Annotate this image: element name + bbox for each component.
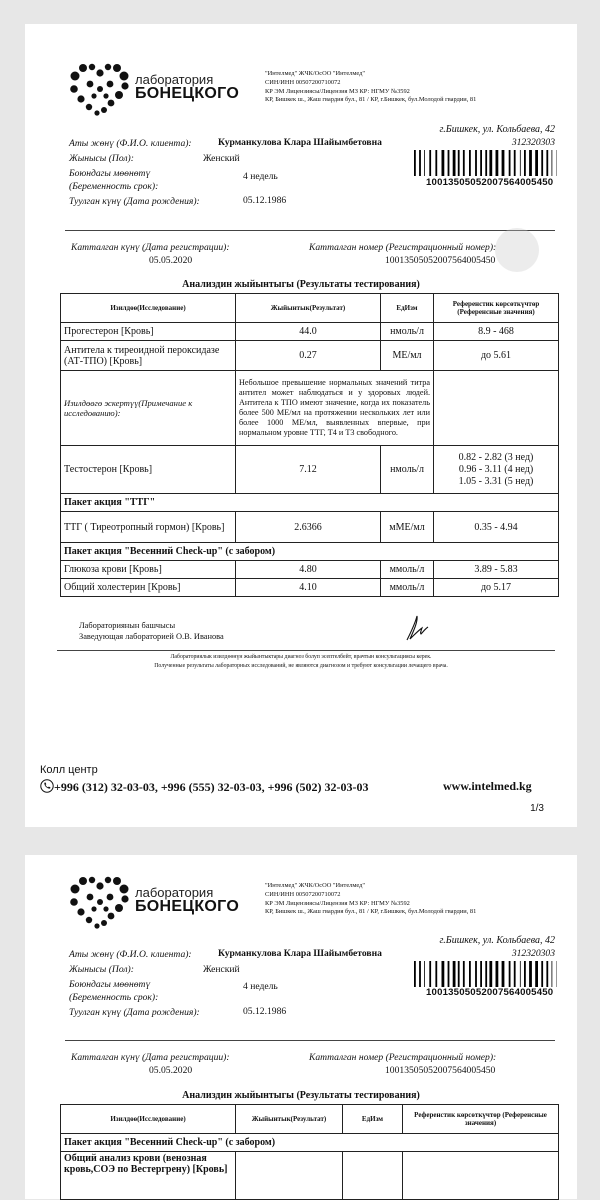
org-line: СИН/ИНН 00507200710072: [265, 79, 476, 88]
barcode-bar: [419, 961, 421, 987]
barcode-bar: [480, 961, 482, 987]
client-id: 312320303: [512, 137, 555, 148]
barcode-bar: [541, 150, 543, 176]
stamp-mark: [495, 228, 539, 272]
barcode-bar: [541, 961, 543, 987]
package-row: [61, 1134, 559, 1152]
test-reference: до 5.61: [434, 341, 559, 371]
test-result: 7.12: [236, 446, 381, 494]
note-empty-cell: [434, 371, 559, 446]
barcode-bar: [435, 961, 437, 987]
barcode-bar: [435, 150, 437, 176]
client-id: 312320303: [512, 948, 555, 959]
table-row: [61, 512, 559, 543]
barcode-bar: [463, 961, 465, 987]
barcode-bar: [535, 961, 538, 987]
reference-line: 0.96 - 3.11 (4 нед): [437, 464, 555, 476]
barcode-bar: [448, 150, 450, 176]
barcode-bar: [429, 150, 431, 176]
sex-label: Жынысы (Пол):: [69, 153, 134, 164]
registration-number-label: Катталган номер (Регистрационный номер):: [309, 242, 496, 253]
org-line: КР, Бишкек ш., Жаш гвардия бул., 81 / КР, г.Бишкек, бул.Молодой гвардии, 81: [265, 96, 476, 105]
pregnancy-label-line1: Боюндагы мөөнөтү: [69, 168, 150, 179]
barcode-bar: [475, 961, 477, 987]
note-text: Небольшое превышение нормальных значений титра антител может наблюдаться и у здоровых людей. Антитела к ТПО имеют значение, когда их показатель более 500 МЕ/мл на протяжении нескольких лет или более 1000 МЕ/мл, выявленных впервые, при нормальном уровне ТТГ, Т4 и Т3 свободного.: [236, 371, 434, 446]
barcode-bar: [502, 961, 505, 987]
package-row: [61, 494, 559, 512]
head-title: Лабораториянын башчысы: [79, 620, 175, 631]
test-result: 4.80: [236, 561, 381, 579]
barcode-bar: [424, 961, 425, 987]
report-page-1: [25, 24, 577, 827]
lab-address: г.Бишкек, ул. Кольбаева, 42: [440, 124, 555, 135]
website-link[interactable]: www.intelmed.kg: [443, 779, 532, 794]
barcode-bar: [509, 961, 511, 987]
barcode-bar: [529, 961, 532, 987]
results-table: [60, 1104, 559, 1200]
table-row: [61, 341, 559, 371]
barcode-bar: [520, 961, 521, 987]
report-page-2: [25, 855, 577, 1199]
barcode-bar: [489, 961, 492, 987]
page-number: 1/3: [530, 803, 544, 814]
registration-number-label: Катталган номер (Регистрационный номер):: [309, 1052, 496, 1063]
barcode-bar: [529, 150, 532, 176]
test-result: 4.10: [236, 579, 381, 597]
org-line: "Интелмед" ЖЧК/ОсОО "Интелмед": [265, 882, 476, 891]
test-unit: мМЕ/мл: [381, 512, 434, 543]
lab-address: г.Бишкек, ул. Кольбаева, 42: [440, 935, 555, 946]
test-name: ТТГ ( Тиреотропный гормон) [Кровь]: [61, 512, 236, 543]
test-result: 0.27: [236, 341, 381, 371]
column-header-test: Изилдөө(Исследование): [61, 1105, 236, 1134]
head-name: Заведующая лабораторией О.В. Иванова: [79, 631, 224, 642]
barcode-bar: [475, 150, 477, 176]
barcode-bar: [552, 150, 553, 176]
barcode-bar: [524, 961, 526, 987]
test-name: Общий холестерин [Кровь]: [61, 579, 236, 597]
patient-name-value: Курманкулова Клара Шайымбетовна: [218, 948, 382, 959]
barcode: [414, 961, 557, 987]
barcode: [414, 150, 557, 176]
test-unit: МЕ/мл: [381, 341, 434, 371]
barcode-bar: [552, 961, 553, 987]
barcode-bar: [546, 150, 548, 176]
disclaimer-ru: Полученные результаты лабораторных исследований, не являются диагнозом и требуют консультации лечащего врача.: [25, 662, 577, 670]
package-row: [61, 543, 559, 561]
barcode-bar: [509, 150, 511, 176]
sex-value: Женский: [203, 964, 240, 975]
lab-heart-logo-icon: [69, 875, 131, 931]
test-unit: [343, 1152, 403, 1200]
test-name: Тестостерон [Кровь]: [61, 446, 236, 494]
org-line: СИН/ИНН 00507200710072: [265, 891, 476, 900]
pregnancy-value: 4 недель: [243, 171, 278, 182]
results-title: Анализдин жыйынтыгы (Результаты тестирования): [25, 1090, 577, 1101]
test-reference: [403, 1152, 559, 1200]
test-result: [236, 1152, 343, 1200]
phone-numbers: +996 (312) 32-03-03, +996 (555) 32-03-03, +996 (502) 32-03-03: [54, 780, 368, 794]
column-header-unit: ЕдИзм: [343, 1105, 403, 1134]
org-line: КР ЭМ Лицензиясы/Лицензия МЗ КР: НГМУ №3592: [265, 900, 476, 909]
barcode-bar: [485, 150, 487, 176]
table-row: [61, 1152, 559, 1200]
test-result: 2.6366: [236, 512, 381, 543]
column-header-unit: ЕдИзм: [381, 294, 434, 323]
barcode-bar: [458, 961, 460, 987]
barcode-bar: [469, 961, 471, 987]
dob-label: Туулган күнү (Дата рождения):: [69, 1007, 200, 1018]
test-unit: ммоль/л: [381, 579, 434, 597]
test-name: Прогестерон [Кровь]: [61, 323, 236, 341]
test-name: Глюкоза крови [Кровь]: [61, 561, 236, 579]
barcode-bar: [419, 150, 421, 176]
signature-icon: [401, 612, 433, 644]
barcode-bar: [458, 150, 460, 176]
results-title: Анализдин жыйынтыгы (Результаты тестирования): [25, 279, 577, 290]
barcode-bar: [429, 961, 431, 987]
logo-text-top: лаборатория: [135, 885, 213, 900]
registration-date-value: 05.05.2020: [149, 255, 192, 266]
test-reference: до 5.17: [434, 579, 559, 597]
test-reference: [434, 446, 559, 494]
organization-info: [265, 70, 476, 105]
barcode-bar: [496, 961, 499, 987]
column-header-result: Жыйынтык(Результат): [236, 294, 381, 323]
barcode-number: 10013505052007564005450: [426, 987, 553, 998]
dob-value: 05.12.1986: [243, 1006, 286, 1017]
test-unit: нмоль/л: [381, 323, 434, 341]
org-line: "Интелмед" ЖЧК/ОсОО "Интелмед": [265, 70, 476, 79]
barcode-number: 10013505052007564005450: [426, 177, 553, 188]
column-header-result: Жыйынтык(Результат): [236, 1105, 343, 1134]
registration-date-label: Катталган күнү (Дата регистрации):: [71, 1052, 230, 1063]
logo-text-bottom: БОНЕЦКОГО: [135, 85, 239, 103]
barcode-bar: [453, 961, 456, 987]
barcode-bar: [453, 150, 456, 176]
org-line: КР, Бишкек ш., Жаш гвардия бул., 81 / КР, г.Бишкек, бул.Молодой гвардии, 81: [265, 908, 476, 917]
test-unit: нмоль/л: [381, 446, 434, 494]
sex-label: Жынысы (Пол):: [69, 964, 134, 975]
registration-date-label: Катталган күнү (Дата регистрации):: [71, 242, 230, 253]
test-reference: 8.9 - 468: [434, 323, 559, 341]
test-result: 44.0: [236, 323, 381, 341]
registration-number-value: 10013505052007564005450: [385, 255, 495, 266]
barcode-bar: [414, 961, 416, 987]
barcode-bar: [520, 150, 521, 176]
barcode-bar: [463, 150, 465, 176]
divider: [57, 650, 555, 651]
test-name: Антитела к тиреоидной пероксидазе (АТ-ТПО) [Кровь]: [61, 341, 236, 371]
logo-text-bottom: БОНЕЦКОГО: [135, 898, 239, 916]
barcode-bar: [524, 150, 526, 176]
barcode-bar: [496, 150, 499, 176]
pregnancy-label-line2: (Беременность срок):: [69, 181, 158, 192]
pregnancy-label-line2: (Беременность срок):: [69, 992, 158, 1003]
dob-value: 05.12.1986: [243, 195, 286, 206]
patient-name-value: Курманкулова Клара Шайымбетовна: [218, 137, 382, 148]
barcode-bar: [424, 150, 425, 176]
package-title: Пакет акция "ТТГ": [61, 494, 559, 512]
divider: [65, 1040, 555, 1041]
barcode-bar: [502, 150, 505, 176]
patient-name-label: Аты жөнү (Ф.И.О. клиента):: [69, 138, 192, 149]
column-header-test: Изилдөө(Исследование): [61, 294, 236, 323]
barcode-bar: [442, 961, 445, 987]
divider: [65, 230, 555, 231]
table-row: [61, 579, 559, 597]
sex-value: Женский: [203, 153, 240, 164]
pregnancy-label-line1: Боюндагы мөөнөтү: [69, 979, 150, 990]
barcode-bar: [480, 150, 482, 176]
column-header-reference: Референстик көрсөткүчтөр (Референсные значения): [403, 1105, 559, 1134]
table-row: [61, 323, 559, 341]
call-center-phones: [40, 779, 368, 795]
disclaimer-kg: Лабораториялык изилдөөнүн жыйынтыктары диагноз болуп эсептелбейт, врачтын консультациясы керек.: [25, 653, 577, 661]
table-header-row: [61, 1105, 559, 1134]
registration-date-value: 05.05.2020: [149, 1065, 192, 1076]
barcode-bar: [485, 961, 487, 987]
package-title: Пакет акция "Весенний Check-up" (с забором): [61, 543, 559, 561]
reference-line: 1.05 - 3.31 (5 нед): [437, 476, 555, 488]
barcode-bar: [448, 961, 450, 987]
pregnancy-value: 4 недель: [243, 981, 278, 992]
test-reference: 0.35 - 4.94: [434, 512, 559, 543]
registration-number-value: 10013505052007564005450: [385, 1065, 495, 1076]
package-title: Пакет акция "Весенний Check-up" (с забором): [61, 1134, 559, 1152]
barcode-bar: [414, 150, 416, 176]
barcode-bar: [535, 150, 538, 176]
reference-line: 0.82 - 2.82 (3 нед): [437, 452, 555, 464]
table-row: [61, 561, 559, 579]
lab-heart-logo-icon: [69, 62, 131, 118]
barcode-bar: [546, 961, 548, 987]
call-center-title: Колл центр: [40, 764, 98, 776]
barcode-bar: [469, 150, 471, 176]
barcode-bar: [514, 961, 516, 987]
results-table: [60, 293, 559, 597]
organization-info: [265, 882, 476, 917]
table-header-row: [61, 294, 559, 323]
patient-name-label: Аты жөнү (Ф.И.О. клиента):: [69, 949, 192, 960]
note-label: Изилдөөгө эскертүү(Примечание к исследованию):: [61, 371, 236, 446]
column-header-reference: Референстик көрсөткүчтөр (Референсные значения): [434, 294, 559, 323]
test-name: Общий анализ крови (венозная кровь,СОЭ по Вестергрену) [Кровь]: [61, 1152, 236, 1200]
org-line: КР ЭМ Лицензиясы/Лицензия МЗ КР: НГМУ №3592: [265, 88, 476, 97]
barcode-bar: [514, 150, 516, 176]
table-row: [61, 446, 559, 494]
test-reference: 3.89 - 5.83: [434, 561, 559, 579]
dob-label: Туулган күнү (Дата рождения):: [69, 196, 200, 207]
phone-icon: [40, 779, 54, 793]
barcode-bar: [442, 150, 445, 176]
test-unit: ммоль/л: [381, 561, 434, 579]
note-row: [61, 371, 559, 446]
barcode-bar: [489, 150, 492, 176]
logo-text-top: лаборатория: [135, 72, 213, 87]
